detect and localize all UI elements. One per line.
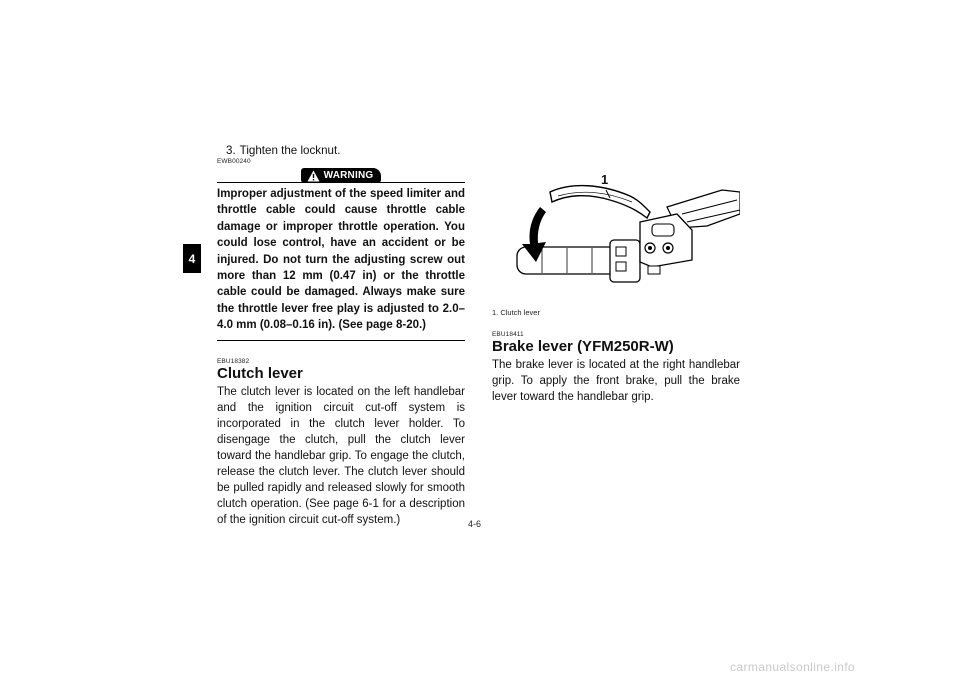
warning-code: EWB00240 (217, 158, 251, 165)
body-text: The clutch lever is located on the left handlebar and the ignition circuit cut-off system is incorporated in the clutch lever holder. To disengage the clutch, pull the clutch lever toward the handlebar grip. To engage the clutch, release the clutch lever. The clutch lever should be pulled rapidly and released slowly for smooth clutch operation. (See page 6-1 for a description of the ignition circuit cut-off system.) (217, 385, 465, 526)
warning-text: Improper adjustment of the speed limiter and throttle cable could cause throttle cable damage or improper throttle operation. You could lose control, have an accident or be injured. Do not turn the adjusting screw out more than 12 mm (0.47 in) or the throttle cable could be damaged. Always make sure the throttle lever free play is adjusted to 2.0–4.0 mm (0.08–0.16 in). (See page 8-20.) (217, 186, 465, 341)
body-text: The brake lever is located at the right handlebar grip. To apply the front brake, pull the brake lever toward the handlebar grip. (492, 359, 740, 403)
chapter-tab-number: 4 (188, 251, 196, 266)
warning-label: WARNING (323, 170, 374, 181)
step-item (217, 143, 465, 158)
right-column (492, 143, 740, 405)
warning-header (217, 167, 465, 183)
warning-triangle-icon (307, 170, 320, 182)
section-title: Clutch lever (217, 364, 303, 382)
figure-caption: 1. Clutch lever (492, 308, 540, 317)
section-title: Brake lever (YFM250R-W) (492, 338, 674, 355)
section-code: EBU18411 (492, 331, 524, 338)
step-number: 3. (226, 144, 236, 157)
step-text: Tighten the locknut. (239, 144, 341, 157)
figure-callout-number: 1 (601, 172, 609, 187)
clutch-lever-figure (492, 152, 740, 292)
warning-badge (301, 168, 382, 183)
clutch-lever-illustration (492, 152, 740, 292)
watermark: carmanualsonline.info (730, 660, 856, 674)
warning-box (217, 167, 465, 341)
chapter-tab (183, 244, 201, 273)
page-number: 4-6 (468, 519, 482, 529)
left-column (217, 143, 465, 528)
section-code: EBU18382 (217, 357, 250, 365)
